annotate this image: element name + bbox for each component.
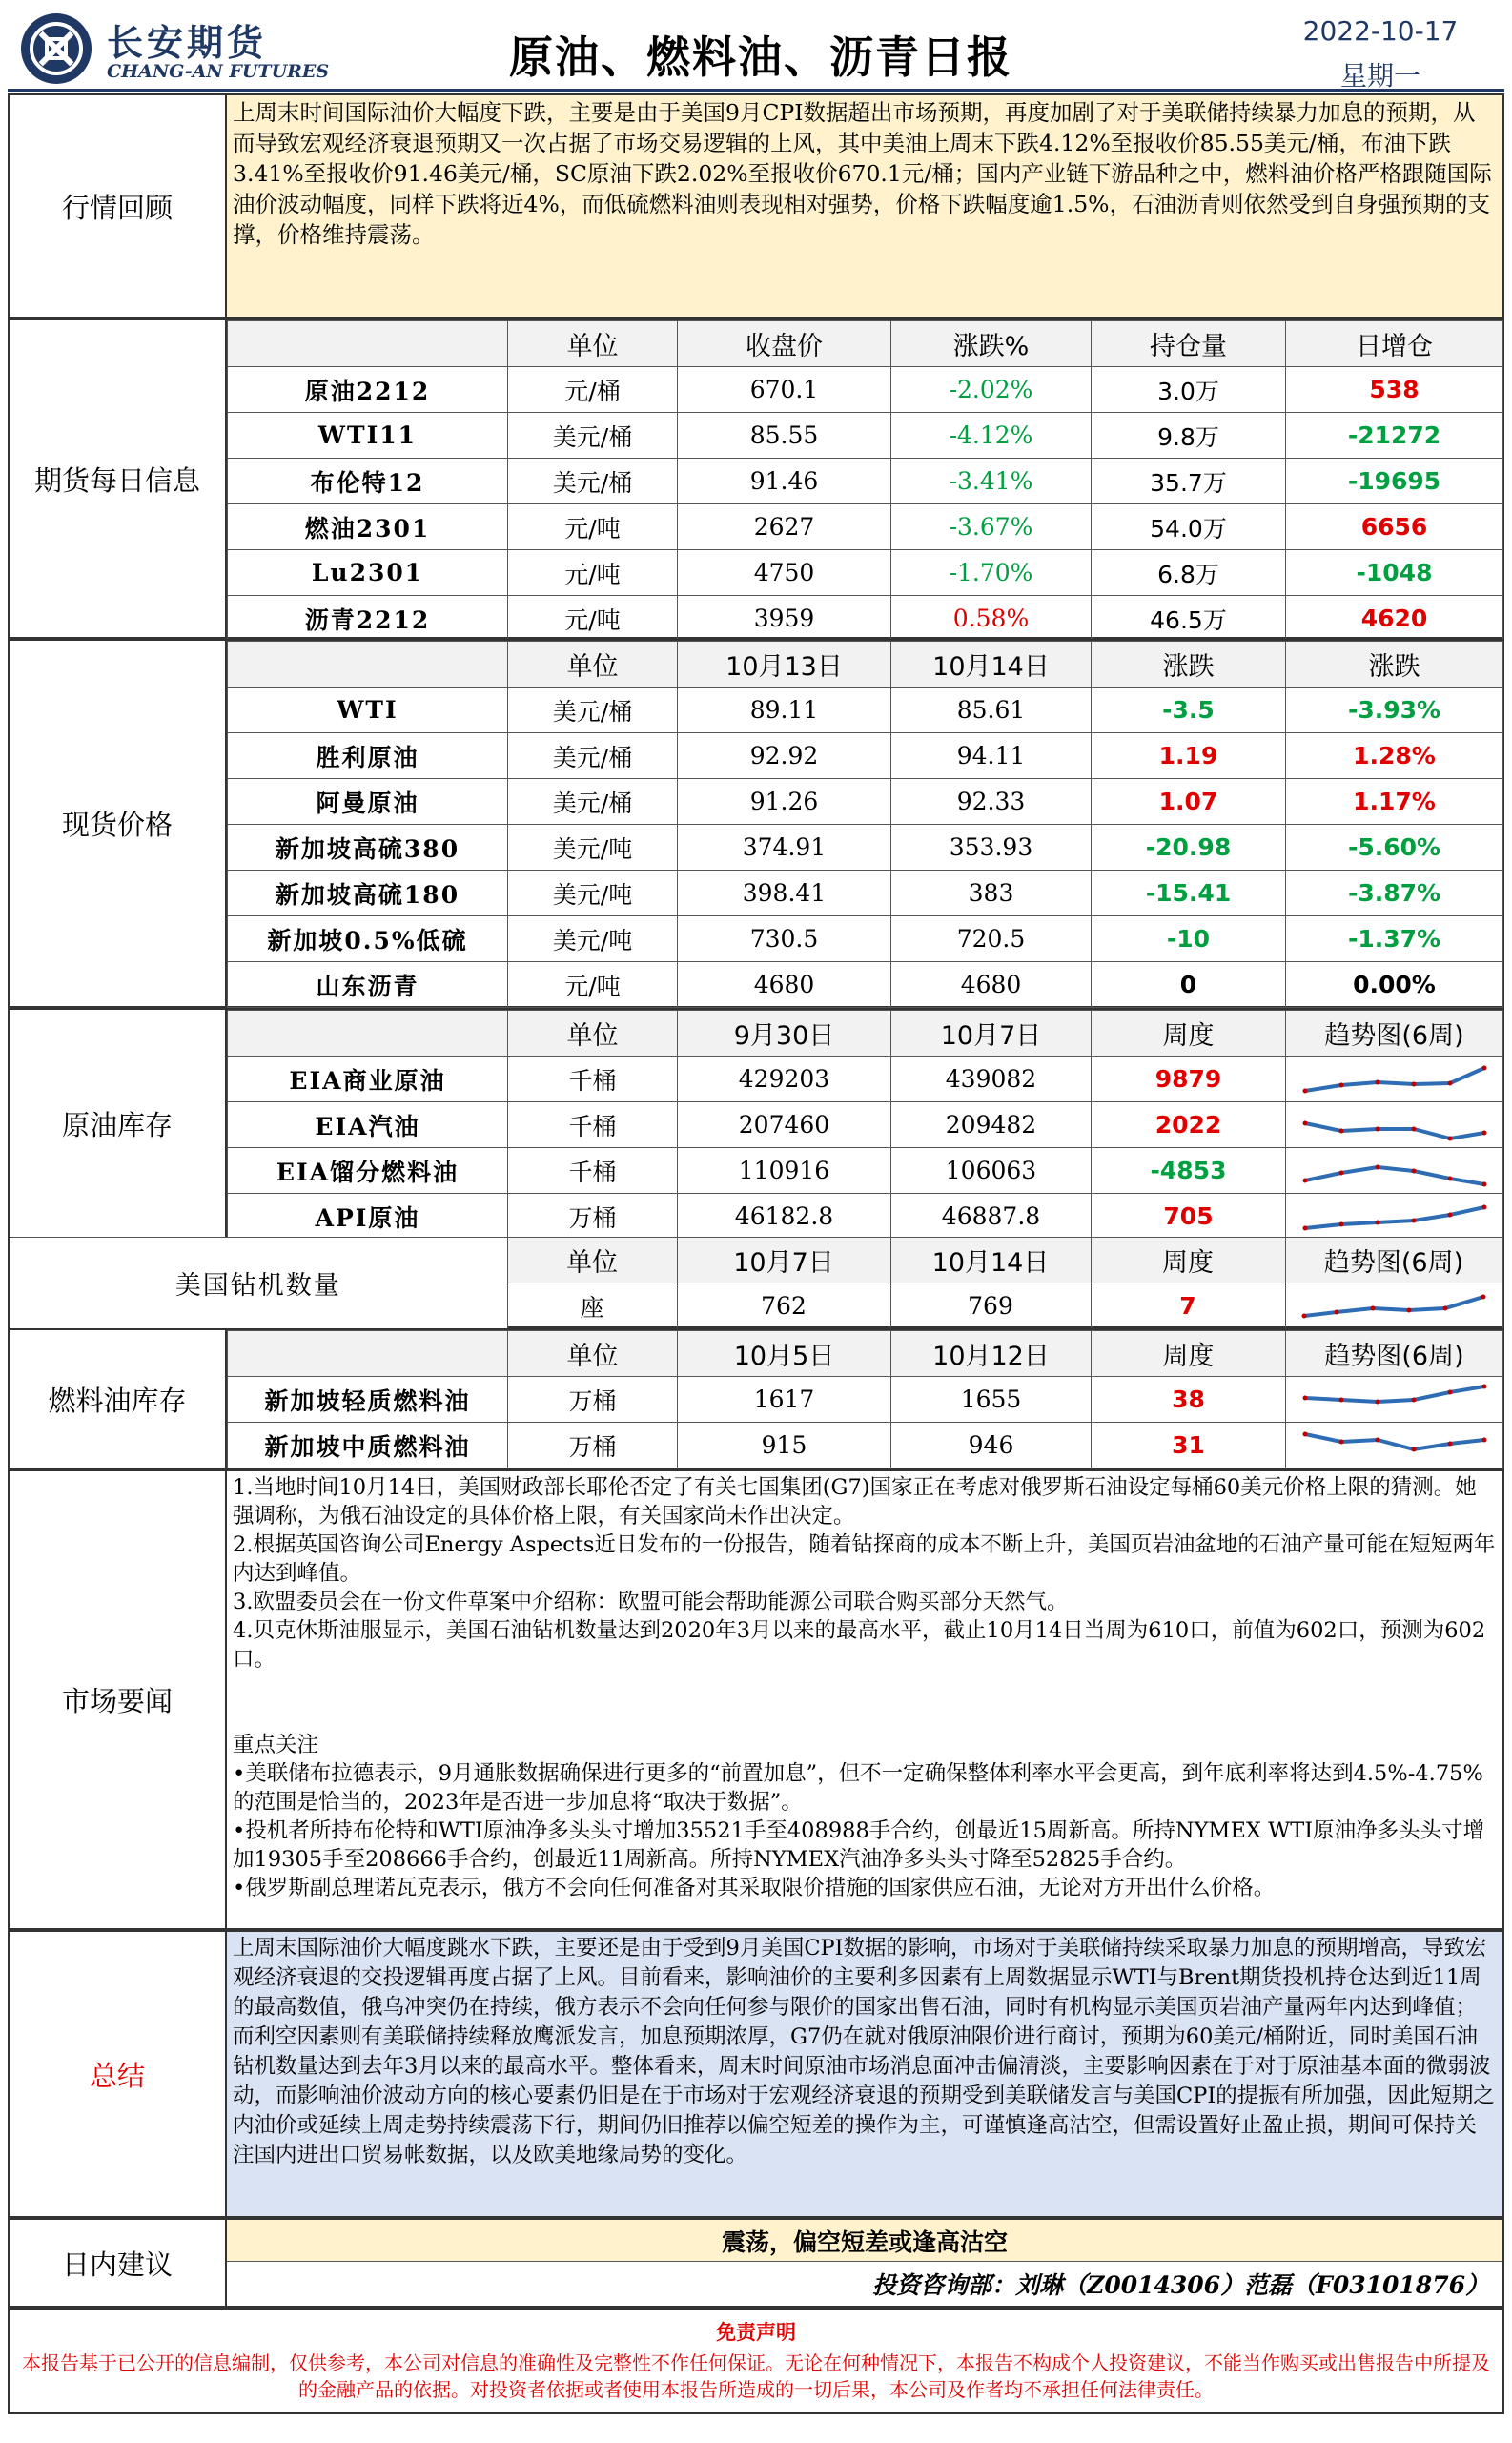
weekly-change: 2022 xyxy=(1092,1102,1286,1148)
trend-sparkline xyxy=(1286,1423,1503,1468)
column-header: 日增仓 xyxy=(1286,321,1503,367)
column-header: 涨跌 xyxy=(1286,642,1503,688)
table-row xyxy=(228,962,1503,1008)
table-header-row xyxy=(228,321,1503,367)
spot-price-label: 现货价格 xyxy=(10,641,227,1006)
column-header: 单位 xyxy=(508,642,678,688)
trend-sparkline xyxy=(1286,1377,1503,1423)
spot-name: 山东沥青 xyxy=(228,962,508,1008)
sparkline-point xyxy=(1481,1437,1486,1442)
open-interest: 9.8万 xyxy=(1092,413,1286,459)
price-change-percent: 0.00% xyxy=(1286,962,1503,1008)
market-news-section xyxy=(8,1469,1504,1930)
sparkline-point xyxy=(1447,1212,1452,1217)
change-percent: 0.58% xyxy=(891,596,1092,642)
inventory-value-2: 46887.8 xyxy=(891,1194,1092,1240)
column-header: 趋势图(6周) xyxy=(1285,1238,1502,1283)
price-day2: 353.93 xyxy=(891,825,1092,871)
sparkline-point xyxy=(1447,1441,1452,1446)
trend-sparkline-chart xyxy=(1299,1060,1490,1098)
unit-cell: 元/吨 xyxy=(508,550,678,596)
column-header: 10月14日 xyxy=(890,1238,1091,1283)
column-header: 单位 xyxy=(507,1238,677,1283)
news-item: 3.欧盟委员会在一份文件草案中介绍称：欧盟可能会帮助能源公司联合购买部分天然气。 xyxy=(233,1590,1069,1614)
sparkline-point xyxy=(1375,1126,1379,1131)
report-title: 原油、燃料油、沥青日报 xyxy=(509,31,1012,83)
sparkline-point xyxy=(1338,1082,1343,1087)
table-row xyxy=(228,1148,1503,1194)
sparkline-path xyxy=(1305,1434,1484,1449)
news-item: 4.贝克休斯油服显示，美国石油钻机数量达到2020年3月以来的最高水平，截止10月14日当周为610口，前值为602口，预测为602口。 xyxy=(233,1618,1486,1672)
sparkline-point xyxy=(1302,1225,1307,1230)
crude-inventory-section xyxy=(8,1008,1504,1328)
table-row xyxy=(228,367,1503,413)
futures-table xyxy=(227,320,1503,642)
daily-oi-change: 6656 xyxy=(1286,504,1503,550)
price-change-percent: -3.93% xyxy=(1286,688,1503,733)
table-header-row xyxy=(10,1238,1502,1283)
sparkline-point xyxy=(1411,1168,1416,1173)
fuel-inventory-table xyxy=(227,1330,1503,1468)
open-interest: 35.7万 xyxy=(1092,459,1286,504)
table-row xyxy=(228,779,1503,825)
sparkline-point xyxy=(1447,1389,1452,1394)
unit-cell: 万桶 xyxy=(508,1423,678,1468)
intraday-advice-label: 日内建议 xyxy=(10,2220,227,2306)
spot-name: 新加坡高硫180 xyxy=(228,871,508,916)
price-change: 0 xyxy=(1092,962,1286,1008)
column-header xyxy=(228,1011,508,1057)
market-news-body xyxy=(227,1471,1502,1928)
price-change: -10 xyxy=(1092,916,1286,962)
column-header: 周度 xyxy=(1092,1011,1286,1057)
table-row xyxy=(228,550,1503,596)
sparkline-point xyxy=(1411,1126,1416,1131)
unit-cell: 元/吨 xyxy=(508,596,678,642)
trend-sparkline-chart xyxy=(1298,1287,1489,1325)
market-news-label: 市场要闻 xyxy=(10,1471,227,1928)
price-change-percent: 1.17% xyxy=(1286,779,1503,825)
price-day1: 92.92 xyxy=(678,733,891,779)
contract-name: 沥青2212 xyxy=(228,596,508,642)
contract-name: 燃油2301 xyxy=(228,504,508,550)
column-header: 10月14日 xyxy=(891,642,1092,688)
column-header: 周度 xyxy=(1091,1238,1285,1283)
disclaimer-title: 免责声明 xyxy=(716,2320,796,2344)
sparkline-path xyxy=(1305,1386,1484,1402)
unit-cell: 千桶 xyxy=(508,1057,678,1102)
sparkline-point xyxy=(1411,1081,1416,1086)
price-change-percent: -1.37% xyxy=(1286,916,1503,962)
price-change: -20.98 xyxy=(1092,825,1286,871)
column-header: 9月30日 xyxy=(678,1011,891,1057)
weekly-change: 31 xyxy=(1092,1423,1286,1468)
price-change-percent: -3.87% xyxy=(1286,871,1503,916)
price-day2: 94.11 xyxy=(891,733,1092,779)
sparkline-point xyxy=(1481,1384,1486,1388)
logo-chinese-name: 长安期货 xyxy=(107,22,268,64)
table-header-row xyxy=(228,1011,1503,1057)
inventory-value-1: 915 xyxy=(678,1423,891,1468)
unit-cell: 美元/桶 xyxy=(508,413,678,459)
report-weekday: 星期一 xyxy=(1339,60,1420,92)
intraday-advice-section xyxy=(8,2218,1504,2308)
column-header: 持仓量 xyxy=(1092,321,1286,367)
price-day1: 398.41 xyxy=(678,871,891,916)
spot-name: 新加坡高硫380 xyxy=(228,825,508,871)
unit-cell: 美元/吨 xyxy=(508,825,678,871)
column-header xyxy=(228,642,508,688)
unit-cell: 美元/桶 xyxy=(508,779,678,825)
price-change: 1.07 xyxy=(1092,779,1286,825)
inventory-value-1: 46182.8 xyxy=(678,1194,891,1240)
price-change-percent: 1.28% xyxy=(1286,733,1503,779)
close-price: 4750 xyxy=(678,550,891,596)
weekly-change: -4853 xyxy=(1092,1148,1286,1194)
unit-cell: 万桶 xyxy=(508,1377,678,1423)
unit-cell: 美元/吨 xyxy=(508,916,678,962)
unit-cell: 美元/桶 xyxy=(508,688,678,733)
sparkline-path xyxy=(1305,1167,1484,1184)
spot-price-section xyxy=(8,639,1504,1008)
sparkline-point xyxy=(1481,1204,1486,1209)
column-header: 10月7日 xyxy=(677,1238,890,1283)
column-header: 趋势图(6周) xyxy=(1286,1331,1503,1377)
column-header: 10月7日 xyxy=(891,1011,1092,1057)
unit-cell: 美元/桶 xyxy=(508,733,678,779)
inventory-value-2: 1655 xyxy=(891,1377,1092,1423)
sparkline-point xyxy=(1375,1079,1379,1084)
contract-name: Lu2301 xyxy=(228,550,508,596)
table-row xyxy=(228,459,1503,504)
crude-inventory-label: 原油库存 xyxy=(10,1010,227,1237)
rig-count-name: 美国钻机数量 xyxy=(10,1238,507,1329)
sparkline-point xyxy=(1338,1439,1343,1444)
open-interest: 3.0万 xyxy=(1092,367,1286,413)
sparkline-path xyxy=(1305,1207,1484,1228)
open-interest: 54.0万 xyxy=(1092,504,1286,550)
sparkline-path xyxy=(1305,1068,1484,1091)
market-review-label: 行情回顾 xyxy=(10,95,227,317)
sparkline-point xyxy=(1481,1065,1486,1070)
focus-item: •美联储布拉德表示，9月通胀数据确保进行更多的“前置加息”，但不一定确保整体利率水平会更高，到年底利率将达到4.5%-4.75%的范围是恰当的，2023年是否进一步加息将“取决于数据”。 xyxy=(233,1761,1483,1815)
price-day2: 720.5 xyxy=(891,916,1092,962)
fuel-inventory-label: 燃料油库存 xyxy=(10,1330,227,1468)
close-price: 85.55 xyxy=(678,413,891,459)
inventory-name: EIA汽油 xyxy=(228,1102,508,1148)
unit-cell: 美元/桶 xyxy=(508,459,678,504)
inventory-value-2: 209482 xyxy=(891,1102,1092,1148)
daily-oi-change: -19695 xyxy=(1286,459,1503,504)
price-day2: 4680 xyxy=(891,962,1092,1008)
column-header: 10月12日 xyxy=(891,1331,1092,1377)
open-interest: 46.5万 xyxy=(1092,596,1286,642)
sparkline-point xyxy=(1375,1437,1379,1442)
rig-value-2: 769 xyxy=(890,1283,1091,1329)
report-date: 2022-10-17 xyxy=(1302,15,1459,47)
sparkline-point xyxy=(1481,1130,1486,1135)
column-header: 10月13日 xyxy=(678,642,891,688)
weekly-change: 705 xyxy=(1092,1194,1286,1240)
sparkline-point xyxy=(1302,1178,1307,1182)
inventory-value-2: 439082 xyxy=(891,1057,1092,1102)
column-header xyxy=(228,1331,508,1377)
table-row xyxy=(228,1057,1503,1102)
rig-count-table xyxy=(10,1237,1503,1329)
price-day1: 91.26 xyxy=(678,779,891,825)
change-percent: -3.67% xyxy=(891,504,1092,550)
column-header: 10月5日 xyxy=(678,1331,891,1377)
inventory-name: API原油 xyxy=(228,1194,508,1240)
column-header xyxy=(228,321,508,367)
sparkline-point xyxy=(1302,1431,1307,1436)
summary-section xyxy=(8,1930,1504,2218)
close-price: 2627 xyxy=(678,504,891,550)
unit-cell: 元/桶 xyxy=(508,367,678,413)
inventory-name: EIA商业原油 xyxy=(228,1057,508,1102)
inventory-value-2: 946 xyxy=(891,1423,1092,1468)
fuel-inventory-section xyxy=(8,1328,1504,1469)
disclaimer-section xyxy=(8,2308,1504,2414)
inventory-name: 新加坡中质燃料油 xyxy=(228,1423,508,1468)
inventory-value-1: 110916 xyxy=(678,1148,891,1194)
trend-sparkline-chart xyxy=(1299,1427,1490,1465)
column-header: 收盘价 xyxy=(678,321,891,367)
trend-sparkline-chart xyxy=(1299,1106,1490,1144)
rig-unit: 座 xyxy=(507,1283,677,1329)
contract-name: 布伦特12 xyxy=(228,459,508,504)
news-item: 1.当地时间10月14日，美国财政部长耶伦否定了有关七国集团(G7)国家正在考虑对俄罗斯石油设定每桶60美元价格上限的猜测。她强调称，为俄石油设定的具体价格上限，有关国家尚未作出决定。 xyxy=(233,1475,1477,1529)
daily-oi-change: 4620 xyxy=(1286,596,1503,642)
table-row xyxy=(228,916,1503,962)
inventory-value-1: 429203 xyxy=(678,1057,891,1102)
inventory-name: 新加坡轻质燃料油 xyxy=(228,1377,508,1423)
price-day1: 89.11 xyxy=(678,688,891,733)
table-row xyxy=(228,1194,1503,1240)
weekly-change: 9879 xyxy=(1092,1057,1286,1102)
table-row xyxy=(228,504,1503,550)
price-day2: 92.33 xyxy=(891,779,1092,825)
table-header-row xyxy=(228,642,1503,688)
close-price: 91.46 xyxy=(678,459,891,504)
price-change-percent: -5.60% xyxy=(1286,825,1503,871)
summary-label: 总结 xyxy=(10,1932,227,2216)
sparkline-point xyxy=(1375,1220,1379,1224)
market-review-section xyxy=(8,93,1504,318)
weekly-change: 38 xyxy=(1092,1377,1286,1423)
column-header: 单位 xyxy=(508,1011,678,1057)
futures-daily-label: 期货每日信息 xyxy=(10,320,227,637)
trend-sparkline-chart xyxy=(1299,1381,1490,1419)
spot-name: WTI xyxy=(228,688,508,733)
column-header: 趋势图(6周) xyxy=(1286,1011,1503,1057)
table-row xyxy=(228,688,1503,733)
sparkline-point xyxy=(1302,1120,1307,1125)
spot-name: 胜利原油 xyxy=(228,733,508,779)
trend-sparkline xyxy=(1286,1194,1503,1240)
table-row xyxy=(228,413,1503,459)
table-row xyxy=(228,825,1503,871)
rig-weekly-change: 7 xyxy=(1091,1283,1285,1329)
trend-sparkline xyxy=(1286,1102,1503,1148)
change-percent: -1.70% xyxy=(891,550,1092,596)
sparkline-point xyxy=(1447,1080,1452,1085)
column-header: 涨跌% xyxy=(891,321,1092,367)
market-review-text: 上周末时间国际油价大幅度下跌，主要是由于美国9月CPI数据超出市场预期，再度加剧了对于美联储持续暴力加息的预期，从而导致宏观经济衰退预期又一次占据了市场交易逻辑的上风，其中美油上周末下跌4.12%至报收价85.55美元/桶，布油下跌3.41%至报收价91.46美元/桶，SC原油下跌2.02%至报收价670.1元/桶；国内产业链下游品种之中，燃料油价格严格跟随国际油价波动幅度，同样下跌将近4%，而低硫燃料油则表现相对强势，价格下跌幅度逾1.5%，石油沥青则依然受到自身强预期的支撑，价格维持震荡。 xyxy=(227,95,1502,317)
rig-value-1: 762 xyxy=(677,1283,890,1329)
daily-oi-change: -1048 xyxy=(1286,550,1503,596)
unit-cell: 美元/吨 xyxy=(508,871,678,916)
table-row xyxy=(228,733,1503,779)
summary-text: 上周末国际油价大幅度跳水下跌，主要还是由于受到9月美国CPI数据的影响，市场对于美联储持续采取暴力加息的预期增高，导致宏观经济衰退的交投逻辑再度占据了上风。目前看来，影响油价的主要利多因素有上周数据显示WTI与Brent期货投机持仓达到近11周的最高数值，俄乌冲突仍在持续，俄方表示不会向任何参与限价的国家出售石油，同时有机构显示美国页岩油产量两年内达到峰值；而利空因素则有美联储持续释放鹰派发言，加息预期浓厚，G7仍在就对俄原油限价进行商讨，预期为60美元/桶附近，同时美国石油钻机数量达到去年3月以来的最高水平。整体看来，周末时间原油市场消息面冲击偏清淡，主要影响因素在于对于原油基本面的微弱波动，而影响油价波动方向的核心要素仍旧是在于市场对于宏观经济衰退的预期受到美联储发言与美国CPI的提振有所加强，因此短期之内油价或延续上周走势持续震荡下行，期间仍旧推荐以偏空短差的操作为主，可谨慎逢高沽空，但需设置好止盈止损，期间可保持关注国内进出口贸易帐数据，以及欧美地缘局势的变化。 xyxy=(227,1932,1502,2216)
change-percent: -4.12% xyxy=(891,413,1092,459)
sparkline-point xyxy=(1338,1397,1343,1402)
unit-cell: 万桶 xyxy=(508,1194,678,1240)
logo-english-name: CHANG-AN FUTURES xyxy=(107,61,330,82)
report-header xyxy=(8,4,1504,92)
daily-oi-change: 538 xyxy=(1286,367,1503,413)
unit-cell: 元/吨 xyxy=(508,962,678,1008)
intraday-advice-text: 震荡，偏空短差或逢高沽空 xyxy=(227,2220,1502,2262)
price-change: -3.5 xyxy=(1092,688,1286,733)
price-day1: 730.5 xyxy=(678,916,891,962)
sparkline-point xyxy=(1375,1399,1379,1404)
news-item: 2.根据英国咨询公司Energy Aspects近日发布的一份报告，随着钻探商的成本不断上升，美国页岩油盆地的石油产量可能在短短两年内达到峰值。 xyxy=(233,1532,1496,1586)
sparkline-point xyxy=(1447,1176,1452,1180)
change-percent: -3.41% xyxy=(891,459,1092,504)
futures-daily-section xyxy=(8,318,1504,639)
table-row xyxy=(228,1423,1503,1468)
spot-price-table xyxy=(227,641,1503,1008)
company-logo-icon xyxy=(21,13,92,84)
daily-oi-change: -21272 xyxy=(1286,413,1503,459)
table-row xyxy=(228,1377,1503,1423)
table-header-row xyxy=(228,1331,1503,1377)
table-row xyxy=(228,1102,1503,1148)
trend-sparkline-chart xyxy=(1299,1198,1490,1236)
column-header: 单位 xyxy=(508,1331,678,1377)
open-interest: 6.8万 xyxy=(1092,550,1286,596)
sparkline-point xyxy=(1302,1395,1307,1400)
close-price: 3959 xyxy=(678,596,891,642)
focus-item: •俄罗斯副总理诺瓦克表示，俄方不会向任何准备对其采取限价措施的国家供应石油，无论对方开出什么价格。 xyxy=(233,1876,1276,1900)
unit-cell: 元/吨 xyxy=(508,504,678,550)
focus-title: 重点关注 xyxy=(233,1733,319,1757)
price-day2: 383 xyxy=(891,871,1092,916)
crude-inventory-table xyxy=(227,1010,1503,1240)
trend-sparkline xyxy=(1286,1148,1503,1194)
table-row xyxy=(228,596,1503,642)
sparkline-point xyxy=(1302,1088,1307,1093)
column-header: 涨跌 xyxy=(1092,642,1286,688)
sparkline-point xyxy=(1338,1222,1343,1226)
consultant-info: 投资咨询部：刘琳（Z0014306）范磊（F03101876） xyxy=(872,2271,1489,2299)
unit-cell: 千桶 xyxy=(508,1148,678,1194)
table-row xyxy=(228,871,1503,916)
trend-sparkline xyxy=(1285,1283,1502,1329)
contract-name: WTI11 xyxy=(228,413,508,459)
sparkline-path xyxy=(1305,1123,1484,1139)
contract-name: 原油2212 xyxy=(228,367,508,413)
price-change: 1.19 xyxy=(1092,733,1286,779)
inventory-name: EIA馏分燃料油 xyxy=(228,1148,508,1194)
change-percent: -2.02% xyxy=(891,367,1092,413)
sparkline-point xyxy=(1481,1181,1486,1186)
trend-sparkline xyxy=(1286,1057,1503,1102)
spot-name: 新加坡0.5%低硫 xyxy=(228,916,508,962)
inventory-value-1: 207460 xyxy=(678,1102,891,1148)
sparkline-point xyxy=(1375,1164,1379,1169)
sparkline-point xyxy=(1338,1128,1343,1133)
disclaimer-text: 本报告基于已公开的信息编制，仅供参考，本公司对信息的准确性及完整性不作任何保证。无论在何种情况下，本报告不构成个人投资建议，不能当作购买或出售报告中所提及的金融产品的依据。对投资者依据或者使用本报告所造成的一切后果，本公司及作者均不承担任何法律责任。 xyxy=(22,2351,1490,2401)
trend-sparkline-chart xyxy=(1299,1152,1490,1190)
sparkline-point xyxy=(1411,1447,1416,1451)
close-price: 670.1 xyxy=(678,367,891,413)
inventory-value-1: 1617 xyxy=(678,1377,891,1423)
sparkline-point xyxy=(1411,1397,1416,1402)
column-header: 单位 xyxy=(508,321,678,367)
price-change: -15.41 xyxy=(1092,871,1286,916)
column-header: 周度 xyxy=(1092,1331,1286,1377)
inventory-value-2: 106063 xyxy=(891,1148,1092,1194)
sparkline-point xyxy=(1338,1170,1343,1175)
price-day1: 4680 xyxy=(678,962,891,1008)
sparkline-point xyxy=(1411,1218,1416,1222)
sparkline-point xyxy=(1447,1136,1452,1140)
price-day1: 374.91 xyxy=(678,825,891,871)
unit-cell: 千桶 xyxy=(508,1102,678,1148)
focus-item: •投机者所持布伦特和WTI原油净多头头寸增加35521手至408988手合约，创最近15周新高。所持NYMEX WTI原油净多头头寸增加19305手至208666手合约，创最近11周新高。所持NYMEX汽油净多头头寸降至52825手合约。 xyxy=(233,1818,1485,1872)
price-day2: 85.61 xyxy=(891,688,1092,733)
spot-name: 阿曼原油 xyxy=(228,779,508,825)
